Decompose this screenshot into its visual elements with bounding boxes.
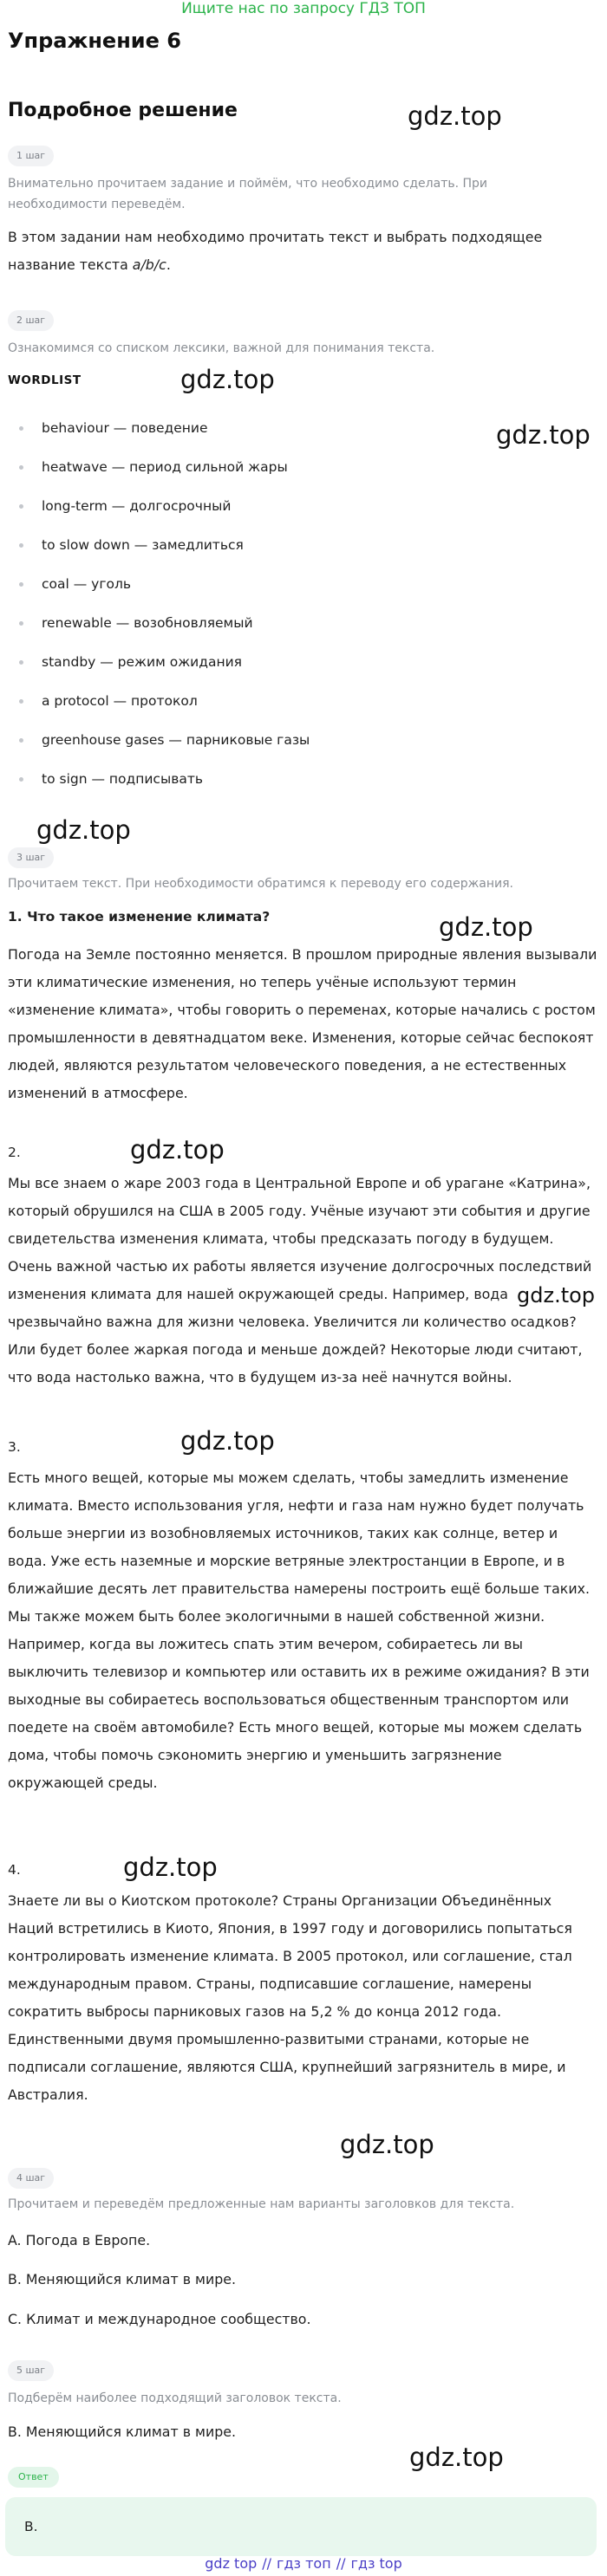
step-note: Прочитаем текст. При необходимости обратимся к переводу его содержания. — [8, 877, 513, 891]
section-number: 3. — [8, 1439, 21, 1455]
answer-badge: Ответ — [8, 2467, 59, 2488]
watermark: gdz.top — [36, 815, 131, 845]
watermark: gdz.top — [123, 1853, 218, 1882]
watermark: gdz.top — [409, 2443, 504, 2472]
section-number: 4. — [8, 1862, 21, 1878]
wordlist-item: long-term — долгосрочный — [21, 496, 231, 516]
answer-value: B. — [24, 2519, 38, 2534]
text-paragraph: Погода на Земле постоянно меняется. В прошлом природные явления вызывали эти климатические изменения, но теперь учёные используют термин «изменение климата», чтобы говорить о переменах, которые начались с ростом промышленности в девятнадцатом веке. Изменения, которые сейчас беспокоят людей, являются результатом человеческого поведения, а не естественных изменений в атмосфере. — [8, 946, 597, 1101]
title-option: B. Меняющийся климат в мире. — [8, 2271, 236, 2287]
watermark: gdz.top — [180, 1426, 275, 1456]
wordlist-item: standby — режим ожидания — [21, 652, 242, 672]
wordlist-item: behaviour — поведение — [21, 418, 208, 438]
watermark: gdz.top — [408, 101, 502, 131]
step-note: Внимательно прочитаем задание и поймём, что необходимо сделать. При необходимости переведём. — [8, 177, 488, 211]
step-badge: 5 шаг — [8, 2360, 54, 2381]
answer-box — [5, 2497, 597, 2556]
footer-link[interactable]: гдз топ — [277, 2555, 331, 2572]
watermark: gdz.top — [517, 1283, 596, 1307]
wordlist-item: a protocol — протокол — [21, 691, 198, 711]
step-note: Прочитаем и переведём предложенные нам варианты заголовков для текста. — [8, 2197, 515, 2211]
text-section-heading: 1. Что такое изменение климата? — [8, 909, 271, 925]
section-title: Подробное решение — [8, 100, 238, 121]
step-text — [8, 224, 563, 279]
footer-separator: // — [262, 2555, 272, 2572]
period: . — [166, 256, 171, 273]
step-badge: 4 шаг — [8, 2168, 54, 2189]
page-title: Упражнение 6 — [8, 29, 181, 53]
task-text: В этом задании нам необходимо прочитать текст и выбрать подходящее название текста — [8, 229, 543, 273]
watermark: gdz.top — [180, 365, 275, 394]
wordlist-item: heatwave — период сильной жары — [21, 457, 288, 477]
text-paragraph: Есть много вещей, которые мы можем сделать, чтобы замедлить изменение климата. Вместо использования угля, нефти и газа нам нужно будет получать больше энергии из возобновляемых источников, таких как солнце, ветер и вода. Уже есть наземные и морские ветряные электростанции в Европе, и в ближайшие десять лет правительства намерены построить ещё больше таких. Мы также можем быть более экологичными в нашей собственной жизни. Например, когда вы ложитесь спать этим вечером, собираетесь ли вы выключить телевизор и компьютер или оставить их в режиме ожидания? В эти выходные вы собираетесь воспользоваться общественным транспортом или поедете на своём автомобиле? Есть много вещей, которые мы можем сделать дома, чтобы помочь сэкономить энергию и уменьшить загрязнение окружающей среды. — [8, 1470, 590, 1791]
footer-links — [0, 2554, 607, 2573]
wordlist-item: to sign — подписывать — [21, 769, 203, 789]
watermark: gdz.top — [496, 420, 591, 450]
title-option: C. Климат и международное сообщество. — [8, 2311, 311, 2327]
search-banner[interactable]: Ищите нас по запросу ГДЗ ТОП — [181, 0, 426, 17]
wordlist-title: WORDLIST — [8, 373, 82, 387]
title-options: a/b/c — [132, 256, 166, 273]
section-number: 2. — [8, 1145, 21, 1160]
text-paragraph: Мы все знаем о жаре 2003 года в Центральной Европе и об урагане «Катрина», который обрушился на США в 2005 году. Учёные изучают эти события и другие свидетельства изменения климата, чтобы предсказать погоду в будущем. Очень важной частью их работы является изучение долгосрочных последствий изменения климата для нашей окружающей среды. Например, вода чрезвычайно важна для жизни человека. Увеличится ли количество осадков? Или будет более жаркая погода и меньше дождей? Некоторые люди считают, что вода настолько важна, что в будущем из-за неё начнутся войны. — [8, 1175, 592, 1385]
watermark: gdz.top — [439, 912, 533, 942]
wordlist-item: to slow down — замедлиться — [21, 535, 244, 555]
step-badge: 3 шаг — [8, 847, 54, 868]
step-badge: 1 шаг — [8, 146, 54, 166]
watermark: gdz.top — [130, 1135, 225, 1165]
wordlist-item: coal — уголь — [21, 574, 131, 594]
wordlist-item: greenhouse gases — парниковые газы — [21, 730, 310, 750]
step-note: Ознакомимся со списком лексики, важной для понимания текста. — [8, 341, 435, 355]
wordlist-item: renewable — возобновляемый — [21, 613, 253, 633]
footer-link[interactable]: gdz top — [205, 2555, 258, 2572]
footer-link[interactable]: гдз top — [350, 2555, 402, 2572]
step-note: Подберём наиболее подходящий заголовок текста. — [8, 2391, 342, 2405]
watermark: gdz.top — [340, 2130, 434, 2159]
title-option: A. Погода в Европе. — [8, 2232, 151, 2248]
chosen-title: B. Меняющийся климат в мире. — [8, 2424, 236, 2440]
footer-separator: // — [336, 2555, 346, 2572]
step-badge: 2 шаг — [8, 310, 54, 331]
text-paragraph: Знаете ли вы о Киотском протоколе? Страны Организации Объединённых Наций встретились в Киото, Япония, в 1997 году и договорились попытаться контролировать изменение климата. В 2005 протокол, или соглашение, стал международным правом. Страны, подписавшие соглашение, намерены сократить выбросы парниковых газов на 5,2 % до конца 2012 года. Единственными двумя промышленно-развитыми странами, которые не подписали соглашение, являются США, крупнейший загрязнитель в мире, и Австралия. — [8, 1892, 572, 2103]
